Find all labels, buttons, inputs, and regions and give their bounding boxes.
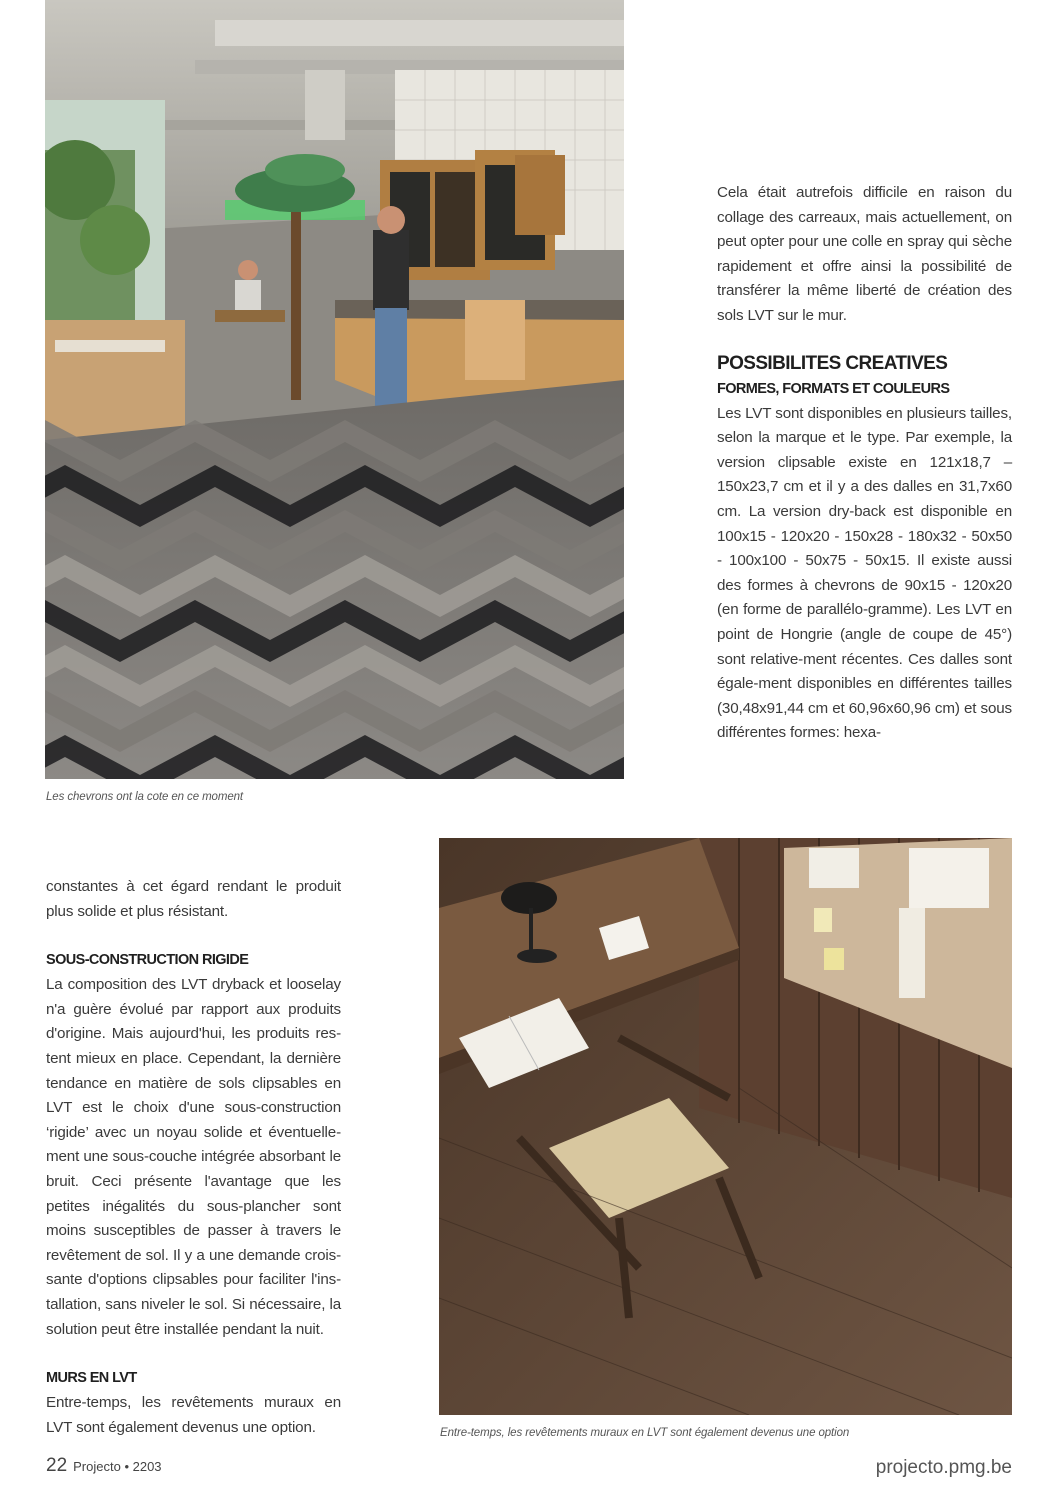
subheading-formes-formats: FORMES, FORMATS ET COULEURS — [717, 380, 950, 397]
wood-wall-desk-photo — [439, 838, 1012, 1415]
magazine-issue: Projecto • 2203 — [73, 1459, 162, 1474]
left-intro-paragraph: constantes à cet égard rendant le produit plus solide et plus résistant. — [46, 878, 341, 920]
right-intro-paragraph: Cela était autrefois difficile en raison du collage des carreaux, mais actuellement, on peut opter pour une colle en spray qui sèche rapidement et offre ainsi la possibilité de transférer la même liberté de création des sols LVT sur le mur. — [717, 184, 1012, 324]
heading-sous-construction-rigide: SOUS-CONSTRUCTION RIGIDE — [46, 952, 249, 969]
cafe-chevron-floor-photo — [45, 0, 624, 779]
bottom-photo-caption: Entre-temps, les revêtements muraux en LVT sont également devenus une option — [440, 1427, 850, 1439]
heading-murs-en-lvt: MURS EN LVT — [46, 1370, 137, 1387]
page-number: 22 — [46, 1455, 68, 1476]
heading-possibilites-creatives: POSSIBILITES CREATIVES — [717, 352, 948, 374]
murs-en-lvt-paragraph: Entre-temps, les revêtements muraux en LVT sont également devenus une option. — [46, 1394, 341, 1436]
footer-page-info — [46, 1455, 162, 1477]
sous-construction-paragraph: La composition des LVT dryback et looselay n'a guère évolué par rapport aux produits d'origine. Mais aujourd'hui, les produits res-tent mieux en place. Cependant, la dernière tendance en matière de sols clipsables en LVT est le choix d'une sous-construction ‘rigide’ avec un noyau solide et éventuelle-ment une sous-couche intégrée absorbant le bruit. Ceci présente l'avantage que les petites inégalités du sous-plancher sont moins susceptibles de passer à travers le revêtement de sol. Il y a une demande crois-sante d'options clipsables pour faciliter l'ins-tallation, sans niveler le sol. Si nécessaire, la solution peut être installée pendant la nuit. — [46, 976, 341, 1338]
left-text-column — [46, 875, 341, 1440]
right-body-paragraph: Les LVT sont disponibles en plusieurs tailles, selon la marque et le type. Par exemple, la version clipsable existe en 121x18,7 – 150x23,7 cm et il y a des dalles en 31,7x60 cm. La version dry-back est disponible en 100x15 - 120x20 - 150x28 - 180x32 - 50x50 - 100x100 - 50x75 - 50x15. Il existe aussi des formes à chevrons de 90x15 - 120x20 (en forme de parallélo-gramme). Les LVT en point de Hongrie (angle de coupe de 45°) sont relative-ment récentes. Ces dalles sont égale-ment disponibles en différentes tailles (30,48x91,44 cm et 60,96x60,96 cm) et sous différentes formes: hexa- — [717, 404, 1012, 742]
website-link[interactable]: projecto.pmg.be — [875, 1457, 1012, 1478]
right-text-column — [717, 181, 1012, 746]
top-photo-caption: Les chevrons ont la cote en ce moment — [46, 791, 244, 803]
